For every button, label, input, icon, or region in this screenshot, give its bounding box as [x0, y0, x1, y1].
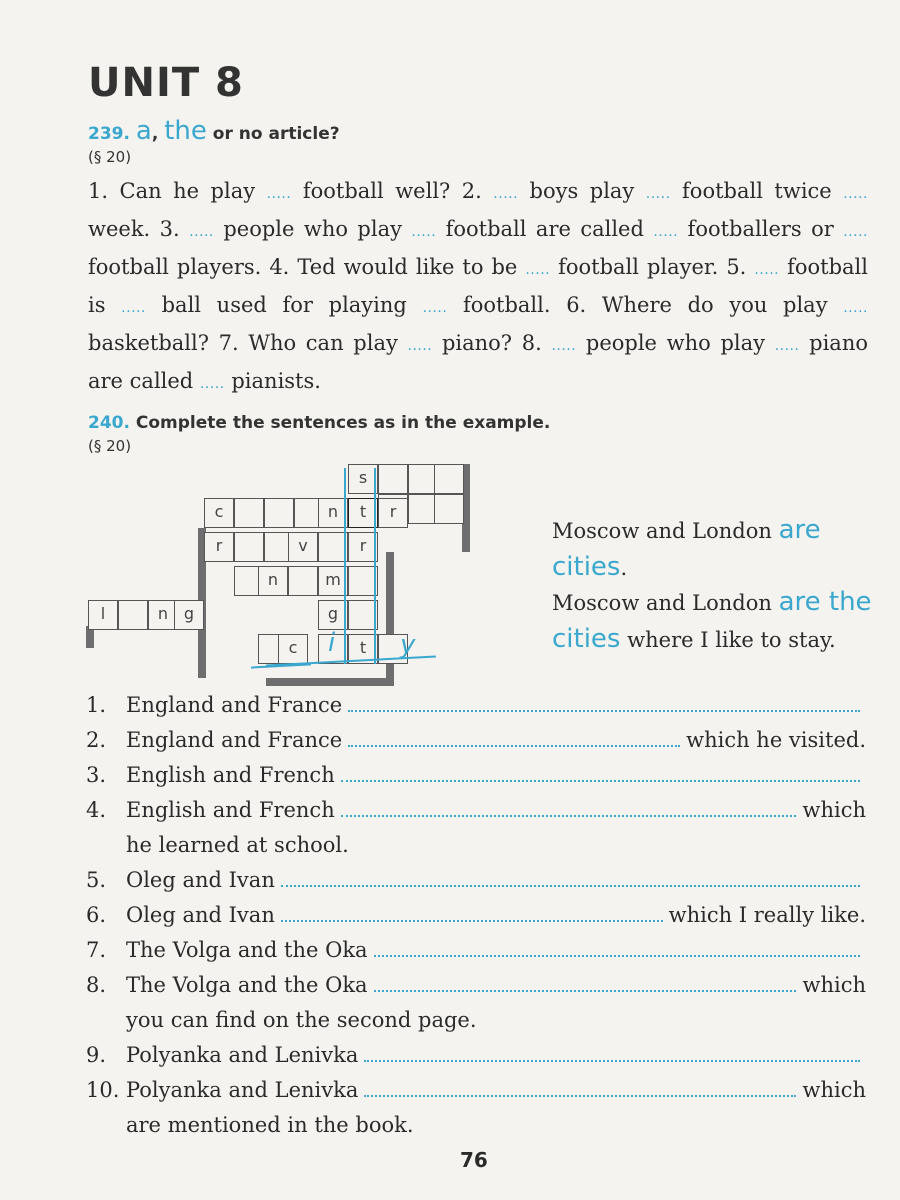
title-a: a — [135, 116, 152, 146]
exercise-239-text: 1. Can he play ..... football well? 2. ..... boys play ..... football twice ..... week. 3. ..... people who play ..... football are called ..... footballers or ..... football players. 4. Ted would like to be ..... football player. 5. ..... football is ..... ball used for playing ..... football. 6. Where do you play ..... basketball? 7. Who can play ..... piano? 8. ..... people who play ..... piano are called ..... pianists. — [88, 179, 868, 393]
page-number: 76 — [460, 1148, 488, 1172]
crossword-cell — [234, 498, 264, 528]
list-item: 9. Polyanka and Lenivka — [86, 1038, 866, 1073]
example-1-answer: are cities — [552, 515, 821, 582]
answer-blank[interactable] — [348, 723, 680, 747]
list-item: 3. English and French — [86, 758, 866, 793]
article-blank[interactable]: ..... — [774, 338, 800, 354]
answer-blank[interactable] — [364, 1038, 860, 1062]
example-2-plain: Moscow and London — [552, 591, 772, 615]
crossword-cell — [234, 532, 264, 562]
exercise-239-reference: (§ 20) — [88, 148, 132, 166]
list-item: 6. Oleg and Ivan which I really like. — [86, 898, 866, 933]
crossword-cell: c — [204, 498, 234, 528]
exercise-240-heading — [88, 413, 550, 433]
answer-blank[interactable] — [341, 758, 860, 782]
list-item: 10. Polyanka and Lenivka which — [86, 1073, 866, 1108]
article-blank[interactable]: ..... — [189, 224, 214, 240]
article-blank[interactable]: ..... — [645, 186, 671, 202]
list-item: 8. The Volga and the Oka which — [86, 968, 866, 1003]
title-rest: or no article? — [212, 124, 340, 144]
crossword-cell: t — [348, 634, 378, 664]
list-item: 2. England and France which he visited. — [86, 723, 866, 758]
article-blank[interactable]: ..... — [754, 262, 780, 278]
answer-blank[interactable] — [348, 688, 860, 712]
title-the: the — [164, 116, 207, 146]
article-blank[interactable]: ..... — [407, 338, 433, 354]
crossword-cell — [288, 566, 318, 596]
article-blank[interactable]: ..... — [121, 300, 146, 316]
crossword-cell: g — [174, 600, 204, 630]
crossword-cell: r — [378, 498, 408, 528]
article-blank[interactable]: ..... — [493, 186, 519, 202]
list-item: 4. English and French which — [86, 793, 866, 828]
answer-blank[interactable] — [374, 933, 860, 957]
article-blank[interactable]: ..... — [199, 376, 225, 392]
list-item: 1. England and France — [86, 688, 866, 723]
article-blank[interactable]: ..... — [551, 338, 577, 354]
example-2-rest: where I like to stay. — [627, 628, 836, 652]
article-blank[interactable]: ..... — [411, 224, 437, 240]
list-item: 7. The Volga and the Oka — [86, 933, 866, 968]
crossword-cell: r — [348, 532, 378, 562]
crossword-cell: g — [318, 600, 348, 630]
answer-blank[interactable] — [281, 863, 860, 887]
article-blank[interactable]: ..... — [525, 262, 551, 278]
crossword-cell: r — [204, 532, 234, 562]
crossword-cell: n — [258, 566, 288, 596]
answer-blank[interactable] — [341, 793, 797, 817]
crossword-grid — [86, 460, 466, 690]
exercise-239-heading — [88, 116, 340, 146]
list-item: 5. Oleg and Ivan — [86, 863, 866, 898]
crossword-cell: m — [318, 566, 348, 596]
answer-blank[interactable] — [364, 1073, 796, 1097]
article-blank[interactable]: ..... — [653, 224, 679, 240]
exercise-240-number: 240. — [88, 413, 130, 433]
handwritten-letter: y — [400, 630, 416, 660]
crossword-cell: l — [88, 600, 118, 630]
crossword-cell — [434, 464, 464, 494]
answer-blank[interactable] — [281, 898, 663, 922]
crossword-cell: n — [148, 600, 178, 630]
crossword-cell: v — [288, 532, 318, 562]
crossword-cell — [264, 498, 294, 528]
example-1 — [552, 512, 872, 586]
example-1-end: . — [620, 556, 628, 580]
crossword-cell: s — [348, 464, 378, 494]
handwritten-letter: i — [328, 628, 336, 658]
crossword-cell — [378, 464, 408, 494]
exercise-240-title: Complete the sentences as in the example. — [135, 413, 551, 433]
crossword-cell: c — [278, 634, 308, 664]
article-blank[interactable]: ..... — [266, 186, 292, 202]
crossword-cell — [434, 494, 464, 524]
exercise-240-reference: (§ 20) — [88, 437, 132, 455]
list-item-continuation: you can find on the second page. — [126, 1008, 477, 1032]
list-item-continuation: he learned at school. — [126, 833, 349, 857]
unit-title: UNIT 8 — [88, 60, 244, 106]
title-sep: , — [151, 124, 159, 144]
example-2 — [552, 584, 872, 658]
article-blank[interactable]: ..... — [843, 224, 868, 240]
crossword-cell — [118, 600, 148, 630]
crossword-cell: t — [348, 498, 378, 528]
exercise-239-number: 239. — [88, 124, 130, 144]
example-2-answer: are the cities — [552, 587, 872, 654]
answer-blank[interactable] — [374, 968, 797, 992]
crossword-cell: n — [318, 498, 348, 528]
list-item-continuation: are mentioned in the book. — [126, 1113, 414, 1137]
article-blank[interactable]: ..... — [843, 186, 868, 202]
example-1-plain: Moscow and London — [552, 519, 772, 543]
article-blank[interactable]: ..... — [422, 300, 448, 316]
exercise-240-items — [86, 688, 866, 1143]
article-blank[interactable]: ..... — [843, 300, 868, 316]
